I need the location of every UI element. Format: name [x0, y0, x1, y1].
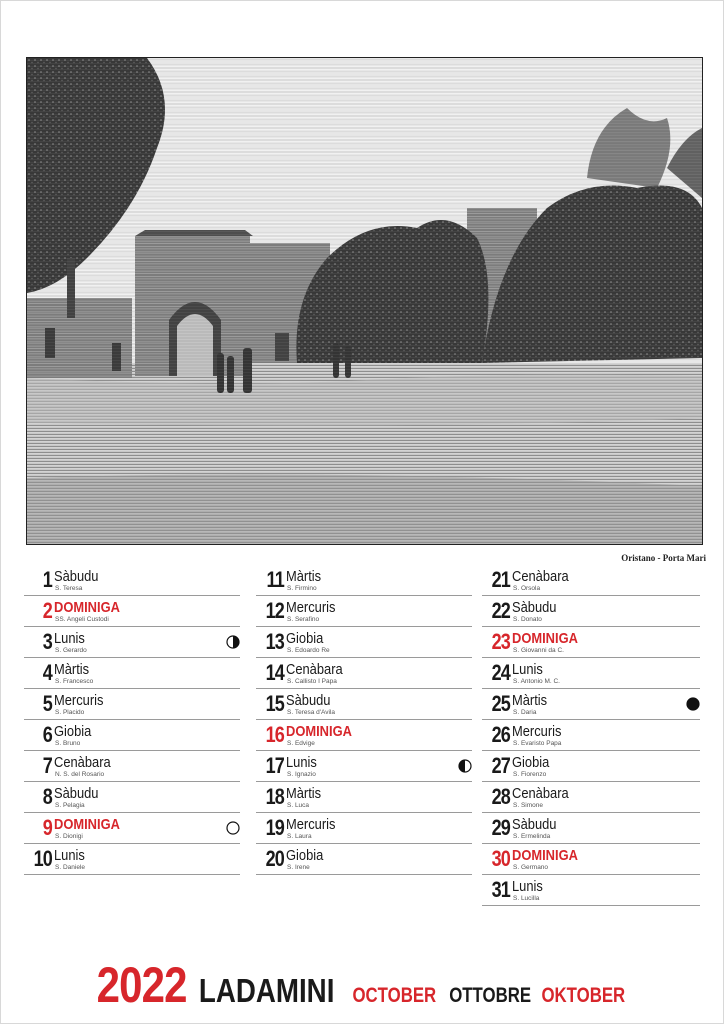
saint-name: SS. Angeli Custodi [55, 616, 109, 623]
saint-name: S. Daria [513, 709, 537, 716]
calendar-day-row [482, 782, 700, 813]
weekday-name: Sàbudu [512, 816, 557, 833]
calendar-day-row [482, 751, 700, 782]
saint-name: S. Evaristo Papa [513, 740, 562, 747]
day-number: 30 [491, 846, 510, 871]
saint-name: S. Lucilla [513, 895, 540, 902]
weekday-name: Lunis [54, 630, 85, 647]
day-number: 13 [265, 629, 284, 654]
saint-name: S. Donato [513, 616, 542, 623]
day-number: 29 [491, 815, 510, 840]
saint-name: S. Teresa [55, 585, 83, 592]
weekday-name: Giobia [54, 723, 92, 740]
day-number: 15 [265, 691, 284, 716]
weekday-name: Giobia [286, 847, 324, 864]
calendar-day-row [256, 844, 472, 875]
saint-name: S. Fiorenzo [513, 771, 547, 778]
saint-name: S. Dionigi [55, 833, 83, 840]
month-italian: OTTOBRE [448, 984, 531, 1007]
day-number: 27 [491, 753, 510, 778]
day-number: 14 [265, 660, 284, 685]
day-number: 7 [42, 753, 52, 778]
saint-name: S. Antonio M. C. [513, 678, 560, 685]
weekday-name: Giobia [512, 754, 550, 771]
weekday-name: Lunis [512, 878, 543, 895]
saint-name: S. Ermelinda [513, 833, 551, 840]
calendar-day-row [256, 813, 472, 844]
calendar-day-row [482, 813, 700, 844]
new-moon-icon [686, 697, 700, 711]
sunday-name: DOMINIGA [54, 599, 120, 616]
weekday-name: Sàbudu [54, 568, 99, 585]
weekday-name: Sàbudu [286, 692, 331, 709]
weekday-name: Mercuris [512, 723, 562, 740]
sunday-name: DOMINIGA [512, 847, 578, 864]
calendar-day-row [24, 813, 240, 844]
weekday-name: Màrtis [286, 568, 322, 585]
day-number: 16 [265, 722, 284, 747]
day-number: 8 [42, 784, 52, 809]
saint-name: S. Orsola [513, 585, 541, 592]
day-number: 5 [42, 691, 52, 716]
day-number: 18 [265, 784, 284, 809]
weekday-name: Mercuris [286, 599, 336, 616]
weekday-name: Màrtis [54, 661, 90, 678]
saint-name: S. Edvige [287, 740, 315, 747]
calendar-day-row [482, 565, 700, 596]
month-german: OKTOBER [541, 984, 626, 1007]
saint-name: S. Irene [287, 864, 310, 871]
calendar-day-row [482, 596, 700, 627]
saint-name: S. Edoardo Re [287, 647, 330, 654]
weekday-name: Sàbudu [512, 599, 557, 616]
calendar-day-row [256, 565, 472, 596]
calendar-day-row [24, 596, 240, 627]
engraving-illustration [26, 57, 703, 545]
saint-name: S. Gerardo [55, 647, 87, 654]
calendar-column-2 [256, 565, 472, 875]
year-label: 2022 [96, 957, 187, 1013]
saint-name: S. Francesco [55, 678, 94, 685]
day-number: 12 [265, 598, 284, 623]
weekday-name: Màrtis [512, 692, 548, 709]
weekday-name: Màrtis [286, 785, 322, 802]
sunday-name: DOMINIGA [54, 816, 120, 833]
weekday-name: Cenàbara [54, 754, 111, 771]
calendar-column-1 [24, 565, 240, 875]
calendar-column-3 [482, 565, 700, 906]
calendar-day-row [24, 658, 240, 689]
saint-name: S. Laura [287, 833, 312, 840]
full-moon-icon [226, 821, 240, 835]
day-number: 17 [265, 753, 284, 778]
month-english: OCTOBER [351, 984, 436, 1007]
calendar-day-row [482, 658, 700, 689]
calendar-day-row [256, 596, 472, 627]
weekday-name: Cenàbara [286, 661, 343, 678]
saint-name: S. Pelagia [55, 802, 85, 809]
day-number: 22 [491, 598, 510, 623]
day-number: 4 [42, 660, 52, 685]
day-number: 10 [33, 846, 52, 871]
weekday-name: Lunis [512, 661, 543, 678]
saint-name: S. Teresa d'Avila [287, 709, 335, 716]
day-number: 1 [42, 567, 52, 592]
calendar-day-row [256, 627, 472, 658]
month-sardinian: LADAMINI [198, 972, 335, 1009]
calendar-day-row [256, 689, 472, 720]
saint-name: S. Giovanni da C. [513, 647, 564, 654]
weekday-name: Sàbudu [54, 785, 99, 802]
calendar-day-row [24, 751, 240, 782]
saint-name: S. Simone [513, 802, 543, 809]
day-number: 11 [266, 567, 284, 592]
calendar-day-row [256, 782, 472, 813]
weekday-name: Cenàbara [512, 785, 569, 802]
weekday-name: Lunis [54, 847, 85, 864]
day-number: 20 [265, 846, 284, 871]
day-number: 25 [491, 691, 510, 716]
day-number: 31 [491, 877, 510, 902]
calendar-day-row [482, 844, 700, 875]
saint-name: S. Placido [55, 709, 85, 716]
saint-name: S. Serafino [287, 616, 320, 623]
day-number: 2 [42, 598, 52, 623]
calendar-day-row [24, 627, 240, 658]
calendar-day-row [24, 565, 240, 596]
calendar-day-row [24, 689, 240, 720]
sunday-name: DOMINIGA [512, 630, 578, 647]
calendar-day-row [24, 782, 240, 813]
calendar-day-row [482, 689, 700, 720]
calendar-day-row [24, 844, 240, 875]
month-title [0, 956, 724, 1014]
saint-name: S. Luca [287, 802, 310, 809]
saint-name: S. Daniele [55, 864, 85, 871]
weekday-name: Lunis [286, 754, 317, 771]
day-number: 6 [42, 722, 52, 747]
calendar-day-row [482, 720, 700, 751]
calendar-day-row [256, 751, 472, 782]
day-number: 9 [42, 815, 52, 840]
weekday-name: Giobia [286, 630, 324, 647]
calendar-day-row [24, 720, 240, 751]
day-number: 28 [491, 784, 510, 809]
day-number: 21 [491, 567, 510, 592]
day-number: 19 [265, 815, 284, 840]
weekday-name: Cenàbara [512, 568, 569, 585]
saint-name: S. Bruno [55, 740, 81, 747]
weekday-name: Mercuris [54, 692, 104, 709]
weekday-name: Mercuris [286, 816, 336, 833]
saint-name: S. Germano [513, 864, 549, 871]
calendar-day-row [256, 658, 472, 689]
saint-name: S. Ignazio [287, 771, 316, 778]
day-number: 26 [491, 722, 510, 747]
saint-name: S. Firmino [287, 585, 317, 592]
last-quarter-moon-icon [458, 759, 472, 773]
calendar-day-row [482, 875, 700, 906]
day-number: 3 [42, 629, 52, 654]
image-caption: Oristano - Porta Mari [621, 553, 706, 563]
saint-name: S. Callisto I Papa [287, 678, 337, 685]
calendar-day-row [256, 720, 472, 751]
day-number: 24 [491, 660, 510, 685]
first-quarter-moon-icon [226, 635, 240, 649]
saint-name: N. S. del Rosario [55, 771, 105, 778]
day-number: 23 [491, 629, 510, 654]
sunday-name: DOMINIGA [286, 723, 352, 740]
calendar-day-row [482, 627, 700, 658]
